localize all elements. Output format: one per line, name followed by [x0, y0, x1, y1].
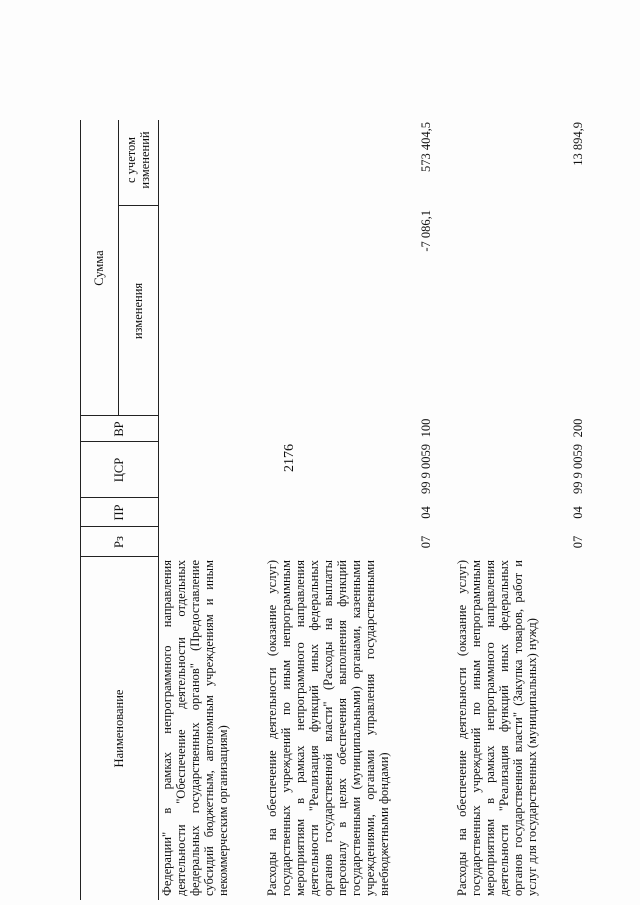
row-1-change: -7 086,1: [419, 210, 433, 252]
page-number: 2176: [282, 444, 297, 472]
row-1-csr: 99 9 0059: [419, 444, 433, 494]
header-change: изменения: [131, 282, 145, 340]
header-with-changes: с учетом изменений: [124, 131, 152, 189]
row-2-with-changes: 13 894,9: [571, 122, 585, 166]
row-1-name: Расходы на обеспечение деятельности (оказание услуг) государственных учреждений по иным непрограммным мероприятиям в рамках непрограммного направления деятельности "Реализация функций иных федеральных органов государственной власти" (Расходы на выплаты персоналу в целях обеспечения выполнения функций государственными (муниципальными) органами, казенными учреждениями, органами управления государственными внебюджетными фондами): [265, 560, 391, 896]
row-1-with-changes: 573 404,5: [419, 122, 433, 172]
header-name: Наименование: [112, 689, 126, 768]
budget-table: [80, 120, 610, 900]
row-2-name: Расходы на обеспечение деятельности (оказание услуг) государственных учреждений по иным непрограммным мероприятиям в рамках непрограммного направления деятельности "Реализация функций иных федеральных органов государственной власти" (Закупка товаров, работ и услуг для государственных (муниципальных) нужд): [455, 560, 539, 896]
header-sum: Сумма: [92, 250, 106, 286]
row-1-vr: 100: [419, 418, 433, 438]
row-2-csr: 99 9 0059: [571, 444, 585, 494]
header-pr: ПР: [112, 504, 126, 521]
header-vr: ВР: [112, 421, 126, 437]
row-0-name: Федерации" в рамках непрограммного направления деятельности "Обеспечение деятельности отдельных федеральных государственных органов" (Предоставление субсидий бюджетным, автономным учреждениям и иным некоммерческим организациям): [160, 560, 230, 896]
row-1-pr: 04: [419, 506, 433, 519]
header-csr: ЦСР: [112, 457, 126, 483]
row-2-rz: 07: [571, 535, 585, 549]
header-bottom-rule: [158, 120, 159, 900]
row-1-rz: 07: [419, 535, 433, 549]
row-2-vr: 200: [571, 418, 585, 438]
row-2-pr: 04: [571, 506, 585, 519]
header-rz: Рз: [112, 536, 126, 548]
